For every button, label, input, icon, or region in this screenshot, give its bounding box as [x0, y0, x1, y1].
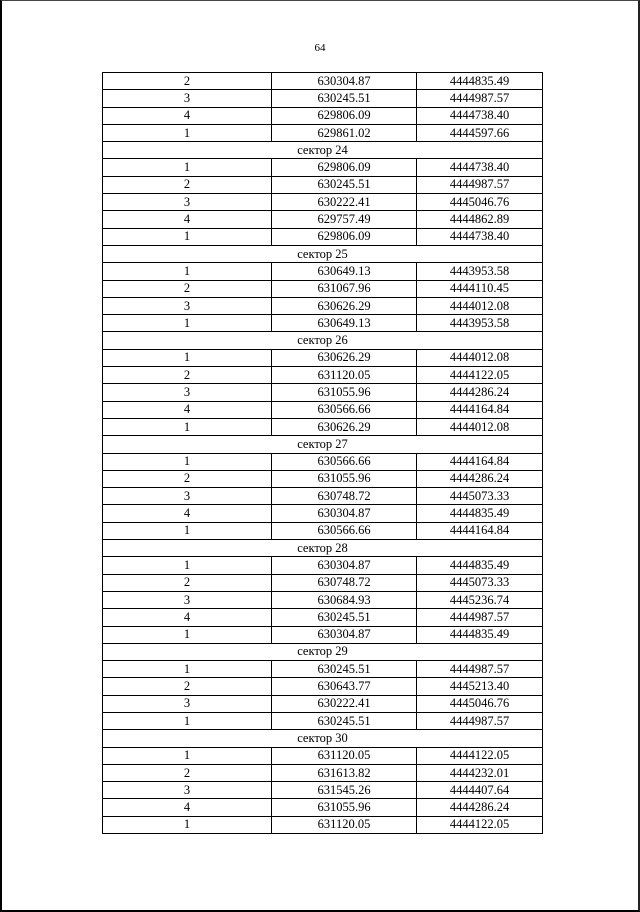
- table-row: [103, 418, 543, 435]
- point-number-cell: 1: [103, 816, 272, 833]
- point-number-cell: 3: [103, 782, 272, 799]
- y-coordinate-cell: 4445046.76: [417, 194, 543, 211]
- y-coordinate-cell: 4444835.49: [417, 557, 543, 574]
- sector-title: сектор 29: [103, 643, 543, 660]
- y-coordinate-cell: 4444012.08: [417, 349, 543, 366]
- y-coordinate-cell: 4445073.33: [417, 488, 543, 505]
- point-number-cell: 2: [103, 367, 272, 384]
- x-coordinate-cell: 630304.87: [272, 505, 417, 522]
- point-number-cell: 1: [103, 124, 272, 141]
- y-coordinate-cell: 4444835.49: [417, 73, 543, 90]
- point-number-cell: 3: [103, 488, 272, 505]
- point-number-cell: 4: [103, 211, 272, 228]
- y-coordinate-cell: 4445236.74: [417, 591, 543, 608]
- y-coordinate-cell: 4444110.45: [417, 280, 543, 297]
- y-coordinate-cell: 4445213.40: [417, 678, 543, 695]
- y-coordinate-cell: 4444862.89: [417, 211, 543, 228]
- y-coordinate-cell: 4445046.76: [417, 695, 543, 712]
- table-row: [103, 695, 543, 712]
- point-number-cell: 2: [103, 176, 272, 193]
- y-coordinate-cell: 4444987.57: [417, 661, 543, 678]
- table-row: [103, 747, 543, 764]
- table-row: [103, 401, 543, 418]
- point-number-cell: 1: [103, 228, 272, 245]
- page-number: 64: [314, 42, 326, 54]
- x-coordinate-cell: 631613.82: [272, 764, 417, 781]
- x-coordinate-cell: 630684.93: [272, 591, 417, 608]
- table-row: [103, 799, 543, 816]
- point-number-cell: 2: [103, 470, 272, 487]
- table-row: [103, 349, 543, 366]
- point-number-cell: 4: [103, 505, 272, 522]
- sector-title: сектор 27: [103, 436, 543, 453]
- x-coordinate-cell: 630649.13: [272, 263, 417, 280]
- x-coordinate-cell: 630304.87: [272, 557, 417, 574]
- x-coordinate-cell: 629806.09: [272, 107, 417, 124]
- sector-header-row: [103, 540, 543, 557]
- y-coordinate-cell: 4443953.58: [417, 315, 543, 332]
- y-coordinate-cell: 4444122.05: [417, 747, 543, 764]
- point-number-cell: 3: [103, 384, 272, 401]
- table-row: [103, 470, 543, 487]
- point-number-cell: 2: [103, 764, 272, 781]
- point-number-cell: 1: [103, 661, 272, 678]
- x-coordinate-cell: 631067.96: [272, 280, 417, 297]
- sector-header-row: [103, 730, 543, 747]
- point-number-cell: 4: [103, 401, 272, 418]
- table-row: [103, 609, 543, 626]
- point-number-cell: 2: [103, 574, 272, 591]
- sector-header-row: [103, 643, 543, 660]
- table-row: [103, 816, 543, 833]
- x-coordinate-cell: 630245.51: [272, 176, 417, 193]
- table-row: [103, 263, 543, 280]
- point-number-cell: 3: [103, 695, 272, 712]
- y-coordinate-cell: 4444835.49: [417, 626, 543, 643]
- point-number-cell: 1: [103, 522, 272, 539]
- point-number-cell: 1: [103, 712, 272, 729]
- x-coordinate-cell: 630626.29: [272, 297, 417, 314]
- coordinates-table: [102, 72, 543, 834]
- y-coordinate-cell: 4444987.57: [417, 176, 543, 193]
- y-coordinate-cell: 4444987.57: [417, 712, 543, 729]
- table-row: [103, 591, 543, 608]
- table-row: [103, 176, 543, 193]
- x-coordinate-cell: 631120.05: [272, 367, 417, 384]
- x-coordinate-cell: 630222.41: [272, 695, 417, 712]
- x-coordinate-cell: 630566.66: [272, 522, 417, 539]
- sector-header-row: [103, 142, 543, 159]
- point-number-cell: 3: [103, 90, 272, 107]
- table-row: [103, 211, 543, 228]
- point-number-cell: 1: [103, 159, 272, 176]
- x-coordinate-cell: 631120.05: [272, 816, 417, 833]
- y-coordinate-cell: 4444597.66: [417, 124, 543, 141]
- x-coordinate-cell: 630566.66: [272, 453, 417, 470]
- x-coordinate-cell: 630649.13: [272, 315, 417, 332]
- point-number-cell: 2: [103, 280, 272, 297]
- point-number-cell: 1: [103, 263, 272, 280]
- x-coordinate-cell: 630748.72: [272, 488, 417, 505]
- point-number-cell: 1: [103, 418, 272, 435]
- point-number-cell: 4: [103, 799, 272, 816]
- x-coordinate-cell: 630245.51: [272, 712, 417, 729]
- y-coordinate-cell: 4444987.57: [417, 90, 543, 107]
- table-row: [103, 159, 543, 176]
- y-coordinate-cell: 4444286.24: [417, 799, 543, 816]
- table-row: [103, 661, 543, 678]
- table-row: [103, 297, 543, 314]
- y-coordinate-cell: 4444164.84: [417, 522, 543, 539]
- point-number-cell: 2: [103, 73, 272, 90]
- sector-title: сектор 30: [103, 730, 543, 747]
- table-row: [103, 574, 543, 591]
- x-coordinate-cell: 630245.51: [272, 90, 417, 107]
- table-row: [103, 557, 543, 574]
- x-coordinate-cell: 630626.29: [272, 349, 417, 366]
- point-number-cell: 1: [103, 453, 272, 470]
- y-coordinate-cell: 4444122.05: [417, 816, 543, 833]
- point-number-cell: 1: [103, 626, 272, 643]
- table-row: [103, 678, 543, 695]
- table-row: [103, 367, 543, 384]
- x-coordinate-cell: 629757.49: [272, 211, 417, 228]
- table-row: [103, 782, 543, 799]
- y-coordinate-cell: 4444122.05: [417, 367, 543, 384]
- point-number-cell: 2: [103, 678, 272, 695]
- table-row: [103, 280, 543, 297]
- sector-title: сектор 26: [103, 332, 543, 349]
- x-coordinate-cell: 629806.09: [272, 228, 417, 245]
- y-coordinate-cell: 4444286.24: [417, 384, 543, 401]
- x-coordinate-cell: 631545.26: [272, 782, 417, 799]
- sector-title: сектор 28: [103, 540, 543, 557]
- x-coordinate-cell: 630748.72: [272, 574, 417, 591]
- table-row: [103, 228, 543, 245]
- table-row: [103, 124, 543, 141]
- table-row: [103, 453, 543, 470]
- y-coordinate-cell: 4444164.84: [417, 401, 543, 418]
- table-row: [103, 194, 543, 211]
- sector-title: сектор 24: [103, 142, 543, 159]
- y-coordinate-cell: 4444012.08: [417, 418, 543, 435]
- point-number-cell: 1: [103, 747, 272, 764]
- y-coordinate-cell: 4444987.57: [417, 609, 543, 626]
- table-row: [103, 764, 543, 781]
- x-coordinate-cell: 630245.51: [272, 609, 417, 626]
- x-coordinate-cell: 630566.66: [272, 401, 417, 418]
- y-coordinate-cell: 4444286.24: [417, 470, 543, 487]
- sector-header-row: [103, 332, 543, 349]
- point-number-cell: 4: [103, 609, 272, 626]
- table-row: [103, 315, 543, 332]
- point-number-cell: 3: [103, 194, 272, 211]
- point-number-cell: 4: [103, 107, 272, 124]
- sector-header-row: [103, 245, 543, 262]
- x-coordinate-cell: 630626.29: [272, 418, 417, 435]
- table-row: [103, 522, 543, 539]
- x-coordinate-cell: 631055.96: [272, 384, 417, 401]
- x-coordinate-cell: 630304.87: [272, 626, 417, 643]
- y-coordinate-cell: 4444232.01: [417, 764, 543, 781]
- y-coordinate-cell: 4444738.40: [417, 228, 543, 245]
- y-coordinate-cell: 4444835.49: [417, 505, 543, 522]
- x-coordinate-cell: 631055.96: [272, 470, 417, 487]
- y-coordinate-cell: 4444164.84: [417, 453, 543, 470]
- table-row: [103, 73, 543, 90]
- x-coordinate-cell: 629806.09: [272, 159, 417, 176]
- y-coordinate-cell: 4444012.08: [417, 297, 543, 314]
- x-coordinate-cell: 630643.77: [272, 678, 417, 695]
- y-coordinate-cell: 4444407.64: [417, 782, 543, 799]
- x-coordinate-cell: 631055.96: [272, 799, 417, 816]
- table-row: [103, 90, 543, 107]
- x-coordinate-cell: 630304.87: [272, 73, 417, 90]
- point-number-cell: 1: [103, 315, 272, 332]
- sector-header-row: [103, 436, 543, 453]
- y-coordinate-cell: 4443953.58: [417, 263, 543, 280]
- coordinates-table-body: [103, 73, 543, 834]
- table-row: [103, 505, 543, 522]
- point-number-cell: 1: [103, 349, 272, 366]
- sector-title: сектор 25: [103, 245, 543, 262]
- point-number-cell: 3: [103, 297, 272, 314]
- y-coordinate-cell: 4444738.40: [417, 159, 543, 176]
- table-row: [103, 626, 543, 643]
- point-number-cell: 3: [103, 591, 272, 608]
- point-number-cell: 1: [103, 557, 272, 574]
- x-coordinate-cell: 630245.51: [272, 661, 417, 678]
- table-row: [103, 107, 543, 124]
- y-coordinate-cell: 4445073.33: [417, 574, 543, 591]
- table-row: [103, 384, 543, 401]
- table-row: [103, 712, 543, 729]
- x-coordinate-cell: 630222.41: [272, 194, 417, 211]
- x-coordinate-cell: 631120.05: [272, 747, 417, 764]
- y-coordinate-cell: 4444738.40: [417, 107, 543, 124]
- x-coordinate-cell: 629861.02: [272, 124, 417, 141]
- table-row: [103, 488, 543, 505]
